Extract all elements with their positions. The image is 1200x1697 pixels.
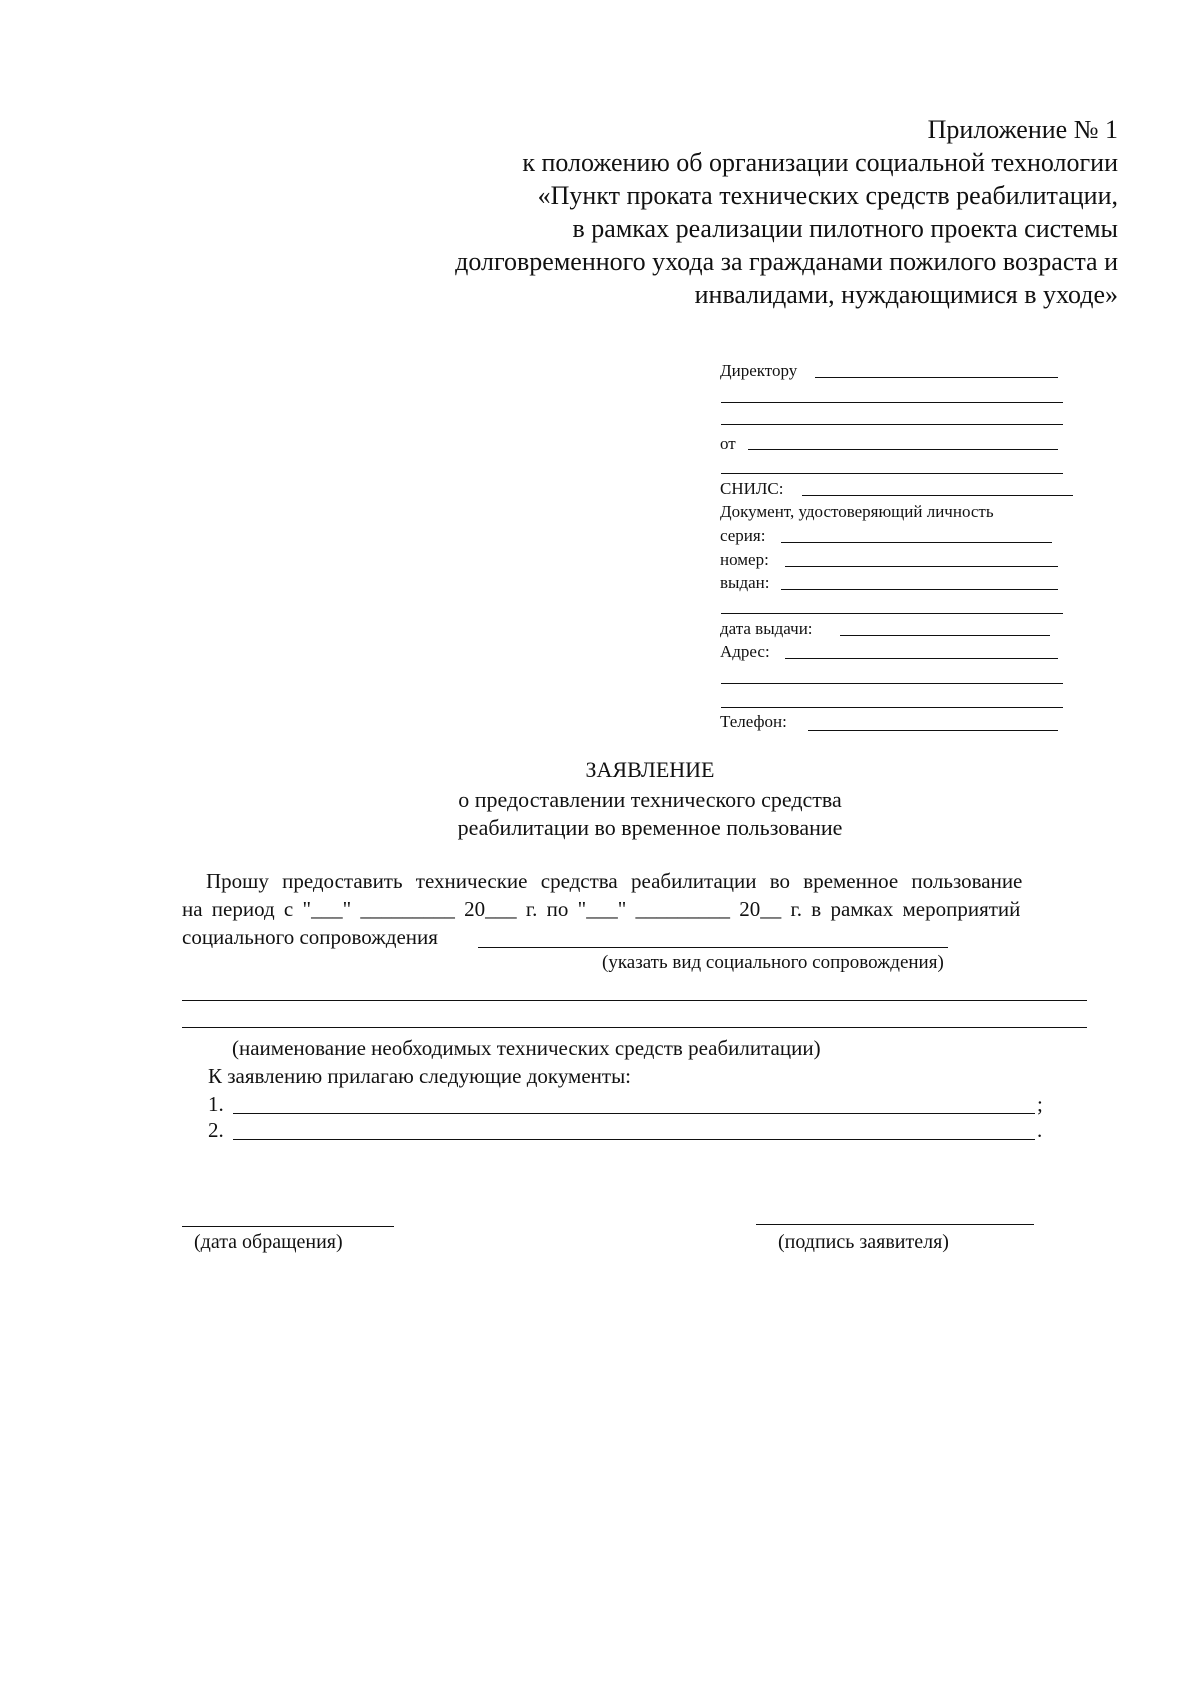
id-document-label: Документ, удостоверяющий личность: [720, 502, 994, 521]
address-label: Адрес:: [720, 642, 770, 661]
number-label: номер:: [720, 550, 769, 569]
support-type-hint: (указать вид социального сопровождения): [602, 952, 944, 973]
snils-field[interactable]: [802, 495, 1073, 496]
from-label: от: [720, 434, 736, 453]
issue-date-field[interactable]: [840, 635, 1050, 636]
date-field[interactable]: [182, 1226, 394, 1227]
document-title: ЗАЯВЛЕНИЕ: [585, 757, 715, 782]
appendix-subtitle-line-4: долговременного ухода за гражданами пожилого возраста и: [455, 247, 1118, 276]
means-hint: (наименование необходимых технических средств реабилитации): [232, 1036, 821, 1060]
attachment-1-end: ;: [1037, 1092, 1043, 1116]
appendix-subtitle-line-1: к положению об организации социальной технологии: [522, 148, 1118, 177]
director-label: Директору: [720, 361, 798, 380]
request-line-2: на период с "___" _________ 20___ г. по "___" _________ 20__ г. в рамках мероприятий: [182, 897, 1021, 921]
address-field-line-2[interactable]: [721, 683, 1063, 684]
address-field[interactable]: [785, 658, 1058, 659]
signature-label: (подпись заявителя): [778, 1231, 949, 1253]
attachment-2-end: .: [1037, 1118, 1043, 1142]
attachment-1-number: 1.: [208, 1092, 224, 1116]
means-field-line-2[interactable]: [182, 1027, 1087, 1028]
request-line-3: социального сопровождения: [182, 925, 438, 949]
appendix-subtitle-line-5: инвалидами, нуждающимися в уходе»: [694, 280, 1118, 309]
director-field-line-2[interactable]: [721, 402, 1063, 403]
appendix-number: Приложение № 1: [927, 115, 1118, 144]
date-label: (дата обращения): [194, 1231, 343, 1253]
issued-label: выдан:: [720, 573, 770, 592]
from-field[interactable]: [748, 449, 1058, 450]
attachments-heading: К заявлению прилагаю следующие документы:: [208, 1064, 632, 1088]
document-subtitle-2: реабилитации во временное пользование: [457, 815, 843, 840]
attachment-2-field[interactable]: [233, 1139, 1035, 1140]
document-subtitle-1: о предоставлении технического средства: [458, 787, 842, 812]
signature-field[interactable]: [756, 1224, 1034, 1225]
from-field-line-2[interactable]: [721, 473, 1063, 474]
director-field[interactable]: [815, 377, 1058, 378]
issue-date-label: дата выдачи:: [720, 619, 813, 638]
appendix-subtitle-line-2: «Пункт проката технических средств реабилитации,: [537, 181, 1118, 210]
issued-field-line-2[interactable]: [721, 613, 1063, 614]
attachment-1-field[interactable]: [233, 1113, 1035, 1114]
appendix-subtitle-line-3: в рамках реализации пилотного проекта системы: [572, 214, 1118, 243]
means-field-line-1[interactable]: [182, 1000, 1087, 1001]
number-field[interactable]: [785, 566, 1058, 567]
series-label: серия:: [720, 526, 766, 545]
snils-label: СНИЛС:: [720, 479, 784, 498]
request-line-1: Прошу предоставить технические средства реабилитации во временное пользование: [206, 869, 1023, 893]
director-field-line-3[interactable]: [721, 424, 1063, 425]
phone-label: Телефон:: [720, 712, 787, 731]
issued-field[interactable]: [781, 589, 1058, 590]
series-field[interactable]: [781, 542, 1052, 543]
support-type-field[interactable]: [478, 947, 948, 948]
phone-field[interactable]: [808, 730, 1058, 731]
attachment-2-number: 2.: [208, 1118, 224, 1142]
address-field-line-3[interactable]: [721, 707, 1063, 708]
